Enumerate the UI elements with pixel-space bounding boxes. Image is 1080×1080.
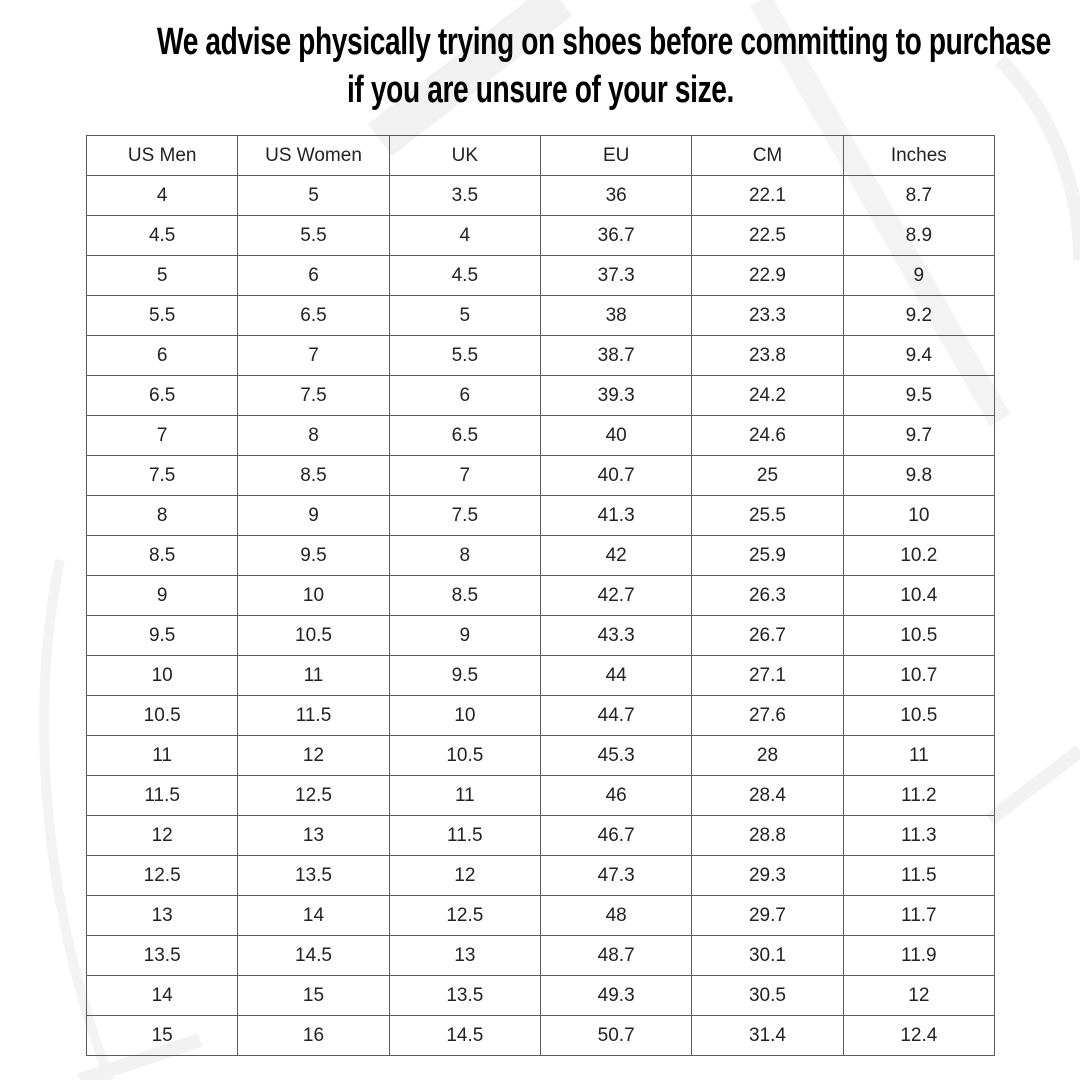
cell-us-men: 14 bbox=[87, 976, 238, 1016]
cell-uk: 11.5 bbox=[389, 816, 540, 856]
cell-us-women: 5 bbox=[238, 176, 389, 216]
cell-uk: 10.5 bbox=[389, 736, 540, 776]
advice-heading-line-2 bbox=[0, 66, 1080, 114]
cell-uk: 10 bbox=[389, 696, 540, 736]
cell-cm: 23.8 bbox=[692, 336, 843, 376]
cell-cm: 28 bbox=[692, 736, 843, 776]
cell-cm: 24.6 bbox=[692, 416, 843, 456]
cell-inches: 11.3 bbox=[843, 816, 994, 856]
cell-cm: 28.4 bbox=[692, 776, 843, 816]
cell-us-women: 14.5 bbox=[238, 936, 389, 976]
table-row bbox=[87, 536, 995, 576]
cell-eu: 44.7 bbox=[540, 696, 691, 736]
cell-inches: 9.7 bbox=[843, 416, 994, 456]
cell-us-women: 7.5 bbox=[238, 376, 389, 416]
cell-uk: 6 bbox=[389, 376, 540, 416]
table-row bbox=[87, 776, 995, 816]
cell-eu: 42 bbox=[540, 536, 691, 576]
cell-inches: 12.4 bbox=[843, 1016, 994, 1056]
cell-us-men: 12.5 bbox=[87, 856, 238, 896]
cell-cm: 23.3 bbox=[692, 296, 843, 336]
cell-eu: 39.3 bbox=[540, 376, 691, 416]
table-row bbox=[87, 496, 995, 536]
column-header-cm: CM bbox=[692, 136, 843, 176]
table-row bbox=[87, 816, 995, 856]
cell-cm: 25.9 bbox=[692, 536, 843, 576]
table-row bbox=[87, 216, 995, 256]
cell-cm: 29.3 bbox=[692, 856, 843, 896]
cell-inches: 8.9 bbox=[843, 216, 994, 256]
cell-eu: 45.3 bbox=[540, 736, 691, 776]
heading-text: We advise physically trying on shoes before committing to purchase bbox=[157, 21, 1051, 63]
cell-uk: 8 bbox=[389, 536, 540, 576]
cell-eu: 48.7 bbox=[540, 936, 691, 976]
cell-inches: 11.5 bbox=[843, 856, 994, 896]
column-header-us-men: US Men bbox=[87, 136, 238, 176]
shoe-size-chart-table bbox=[86, 135, 995, 1056]
cell-us-women: 15 bbox=[238, 976, 389, 1016]
table-row bbox=[87, 336, 995, 376]
table-row bbox=[87, 856, 995, 896]
cell-us-women: 6.5 bbox=[238, 296, 389, 336]
cell-inches: 9.2 bbox=[843, 296, 994, 336]
table-row bbox=[87, 896, 995, 936]
cell-cm: 29.7 bbox=[692, 896, 843, 936]
cell-cm: 27.1 bbox=[692, 656, 843, 696]
cell-eu: 50.7 bbox=[540, 1016, 691, 1056]
cell-eu: 36 bbox=[540, 176, 691, 216]
cell-us-men: 9 bbox=[87, 576, 238, 616]
cell-uk: 7.5 bbox=[389, 496, 540, 536]
cell-us-men: 13 bbox=[87, 896, 238, 936]
cell-eu: 48 bbox=[540, 896, 691, 936]
cell-us-men: 9.5 bbox=[87, 616, 238, 656]
cell-eu: 43.3 bbox=[540, 616, 691, 656]
cell-inches: 10.5 bbox=[843, 616, 994, 656]
cell-cm: 25.5 bbox=[692, 496, 843, 536]
cell-cm: 28.8 bbox=[692, 816, 843, 856]
cell-cm: 22.9 bbox=[692, 256, 843, 296]
column-header-eu: EU bbox=[540, 136, 691, 176]
cell-eu: 46.7 bbox=[540, 816, 691, 856]
cell-inches: 9.4 bbox=[843, 336, 994, 376]
cell-eu: 38 bbox=[540, 296, 691, 336]
cell-cm: 22.5 bbox=[692, 216, 843, 256]
cell-us-women: 14 bbox=[238, 896, 389, 936]
cell-us-women: 7 bbox=[238, 336, 389, 376]
cell-us-men: 7.5 bbox=[87, 456, 238, 496]
cell-cm: 22.1 bbox=[692, 176, 843, 216]
cell-us-men: 7 bbox=[87, 416, 238, 456]
cell-inches: 10.7 bbox=[843, 656, 994, 696]
cell-us-women: 11.5 bbox=[238, 696, 389, 736]
column-header-us-women: US Women bbox=[238, 136, 389, 176]
table-row bbox=[87, 296, 995, 336]
cell-cm: 31.4 bbox=[692, 1016, 843, 1056]
table-row bbox=[87, 176, 995, 216]
cell-us-men: 11.5 bbox=[87, 776, 238, 816]
cell-us-women: 6 bbox=[238, 256, 389, 296]
cell-cm: 24.2 bbox=[692, 376, 843, 416]
cell-us-women: 9 bbox=[238, 496, 389, 536]
cell-eu: 41.3 bbox=[540, 496, 691, 536]
table-row bbox=[87, 696, 995, 736]
cell-us-men: 8 bbox=[87, 496, 238, 536]
cell-eu: 38.7 bbox=[540, 336, 691, 376]
cell-us-women: 11 bbox=[238, 656, 389, 696]
cell-uk: 13.5 bbox=[389, 976, 540, 1016]
cell-inches: 9.8 bbox=[843, 456, 994, 496]
table-header-row bbox=[87, 136, 995, 176]
cell-uk: 7 bbox=[389, 456, 540, 496]
cell-inches: 10.2 bbox=[843, 536, 994, 576]
cell-us-men: 12 bbox=[87, 816, 238, 856]
cell-us-men: 13.5 bbox=[87, 936, 238, 976]
cell-uk: 5 bbox=[389, 296, 540, 336]
table-row bbox=[87, 976, 995, 1016]
cell-inches: 11.2 bbox=[843, 776, 994, 816]
table-row bbox=[87, 576, 995, 616]
cell-us-men: 10 bbox=[87, 656, 238, 696]
cell-eu: 40.7 bbox=[540, 456, 691, 496]
table-row bbox=[87, 616, 995, 656]
cell-eu: 36.7 bbox=[540, 216, 691, 256]
cell-uk: 3.5 bbox=[389, 176, 540, 216]
cell-inches: 9.5 bbox=[843, 376, 994, 416]
column-header-inches: Inches bbox=[843, 136, 994, 176]
cell-inches: 11.9 bbox=[843, 936, 994, 976]
cell-eu: 40 bbox=[540, 416, 691, 456]
cell-us-men: 15 bbox=[87, 1016, 238, 1056]
cell-cm: 27.6 bbox=[692, 696, 843, 736]
cell-us-women: 13 bbox=[238, 816, 389, 856]
cell-uk: 12.5 bbox=[389, 896, 540, 936]
column-header-uk: UK bbox=[389, 136, 540, 176]
cell-us-men: 6.5 bbox=[87, 376, 238, 416]
table-row bbox=[87, 736, 995, 776]
cell-inches: 10.4 bbox=[843, 576, 994, 616]
table-row bbox=[87, 416, 995, 456]
cell-uk: 9.5 bbox=[389, 656, 540, 696]
cell-eu: 47.3 bbox=[540, 856, 691, 896]
table-row bbox=[87, 656, 995, 696]
cell-cm: 30.1 bbox=[692, 936, 843, 976]
cell-uk: 14.5 bbox=[389, 1016, 540, 1056]
cell-eu: 49.3 bbox=[540, 976, 691, 1016]
cell-eu: 42.7 bbox=[540, 576, 691, 616]
cell-cm: 25 bbox=[692, 456, 843, 496]
cell-eu: 37.3 bbox=[540, 256, 691, 296]
cell-uk: 11 bbox=[389, 776, 540, 816]
cell-us-women: 5.5 bbox=[238, 216, 389, 256]
cell-us-men: 8.5 bbox=[87, 536, 238, 576]
cell-inches: 8.7 bbox=[843, 176, 994, 216]
cell-cm: 26.3 bbox=[692, 576, 843, 616]
cell-inches: 11.7 bbox=[843, 896, 994, 936]
table-row bbox=[87, 936, 995, 976]
cell-uk: 6.5 bbox=[389, 416, 540, 456]
cell-uk: 12 bbox=[389, 856, 540, 896]
cell-inches: 10.5 bbox=[843, 696, 994, 736]
cell-us-women: 9.5 bbox=[238, 536, 389, 576]
advice-heading-line-1 bbox=[0, 18, 1080, 66]
heading-text: if you are unsure of your size. bbox=[346, 69, 734, 111]
cell-uk: 4 bbox=[389, 216, 540, 256]
cell-us-women: 8 bbox=[238, 416, 389, 456]
cell-us-men: 4.5 bbox=[87, 216, 238, 256]
table-row bbox=[87, 376, 995, 416]
cell-uk: 5.5 bbox=[389, 336, 540, 376]
cell-uk: 9 bbox=[389, 616, 540, 656]
cell-us-women: 13.5 bbox=[238, 856, 389, 896]
table-row bbox=[87, 456, 995, 496]
cell-us-women: 10 bbox=[238, 576, 389, 616]
cell-us-women: 12.5 bbox=[238, 776, 389, 816]
cell-us-men: 4 bbox=[87, 176, 238, 216]
cell-inches: 11 bbox=[843, 736, 994, 776]
cell-inches: 10 bbox=[843, 496, 994, 536]
cell-us-women: 12 bbox=[238, 736, 389, 776]
cell-uk: 8.5 bbox=[389, 576, 540, 616]
cell-eu: 44 bbox=[540, 656, 691, 696]
cell-us-women: 8.5 bbox=[238, 456, 389, 496]
cell-us-men: 10.5 bbox=[87, 696, 238, 736]
cell-eu: 46 bbox=[540, 776, 691, 816]
cell-us-men: 11 bbox=[87, 736, 238, 776]
cell-us-men: 5 bbox=[87, 256, 238, 296]
cell-cm: 26.7 bbox=[692, 616, 843, 656]
cell-inches: 9 bbox=[843, 256, 994, 296]
cell-us-women: 10.5 bbox=[238, 616, 389, 656]
cell-uk: 4.5 bbox=[389, 256, 540, 296]
cell-us-men: 6 bbox=[87, 336, 238, 376]
table-row bbox=[87, 256, 995, 296]
cell-uk: 13 bbox=[389, 936, 540, 976]
cell-cm: 30.5 bbox=[692, 976, 843, 1016]
table-row bbox=[87, 1016, 995, 1056]
cell-us-women: 16 bbox=[238, 1016, 389, 1056]
cell-us-men: 5.5 bbox=[87, 296, 238, 336]
cell-inches: 12 bbox=[843, 976, 994, 1016]
